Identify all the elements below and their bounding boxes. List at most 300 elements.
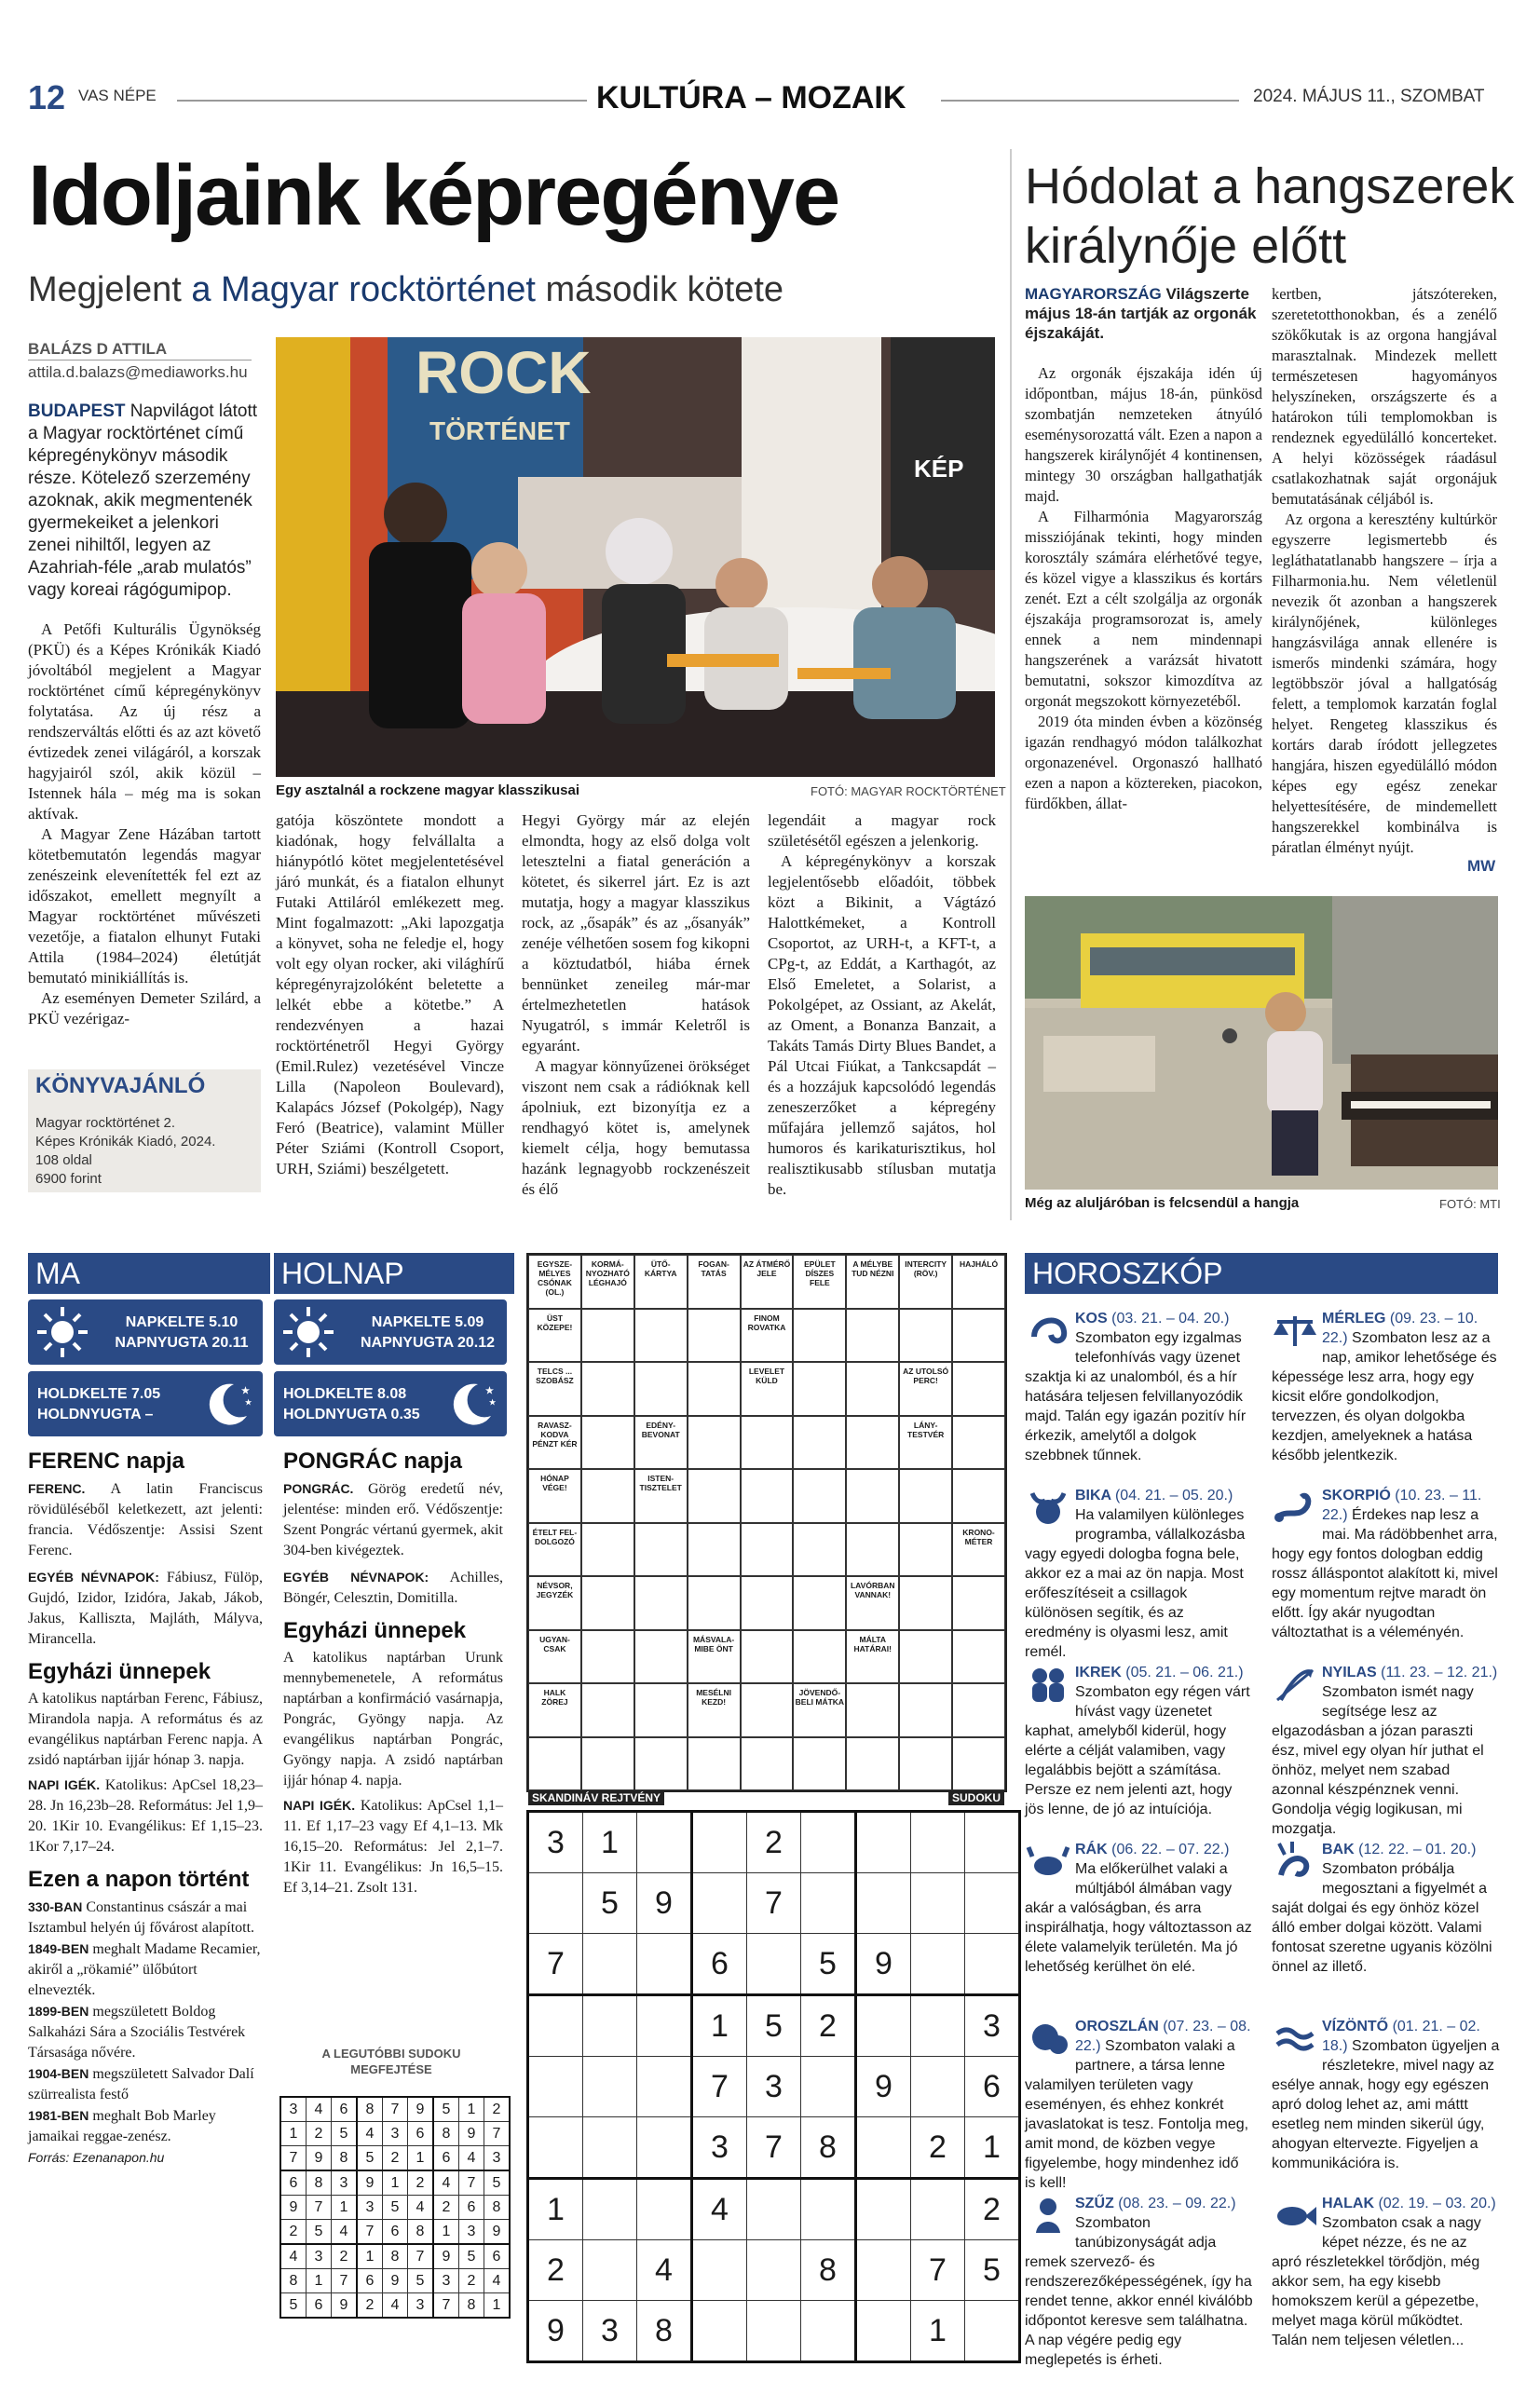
horoscope-text: Érdekes nap lesz a mai. Ma rádöbbenhet arra, hogy egy fontos dologban eddig rossz álláspontot alakított ki, mivel egy momentum rejtve maradt ön előtt. Így akár nyugodtan változtathat is a véleményén. [1272, 1507, 1498, 1640]
horoscope-dates: (12. 22. – 01. 20.) [1358, 1842, 1477, 1857]
sudoku-cell[interactable]: 3 [692, 2117, 747, 2179]
prev-sudoku-cell: 6 [332, 2097, 358, 2122]
crossword-clue: EGYSZE-MÉLYES CSÓNAK (OL.) [528, 1255, 581, 1309]
crossword-cell[interactable] [793, 1523, 846, 1577]
sudoku-cell[interactable] [583, 2179, 637, 2240]
horoscope-dates: (04. 21. – 05. 20.) [1114, 1488, 1233, 1503]
prev-sudoku-cell: 1 [307, 2269, 332, 2293]
sudoku-cell[interactable] [747, 2179, 801, 2240]
prev-sudoku-cell: 3 [408, 2293, 434, 2319]
prev-sudoku-cell: 3 [280, 2097, 307, 2122]
sudoku-cell[interactable] [583, 2117, 637, 2179]
prev-sudoku-cell: 5 [307, 2220, 332, 2245]
sudoku-cell[interactable]: 6 [965, 2057, 1020, 2117]
article-col-2: gatója köszöntete mondott a kiadónak, hogy felvállalta a hiánypótló kötet megjelentetésével járó munkát, és a fiatalon elhunyt Futaki Attiláról emlékezett meg. Mint fogalmazott: „Aki lapozgatja a könyvet, soha ne feledje el, hogy volt egy olyan rocker, aki világhírű képregényrajzolóként beletette a lelkét ebbe a kötetbe.” A rendezvényen a hazai rocktörténetről Hegyi György (Emil.Rulez) vezetésével Vincze Lilla (Napoleon Boulevard), Kalapács József (Pokolgép), Nagy Feró (Beatrice), valamint Müller Péter Sziámi (Kontroll Csoport, URH, Sziámi) beszélgetett. [276, 811, 504, 1177]
sudoku-cell[interactable] [583, 1995, 637, 2057]
sudoku-cell[interactable]: 3 [583, 2301, 637, 2362]
crossword-cell[interactable] [952, 1469, 1005, 1523]
sudoku-cell[interactable] [965, 1812, 1020, 1873]
horoscope-text: Szombaton ismét nagy segítsége lesz az elgazodásban a józan paraszti ész, mivel egy olyan hír juthat el önhöz, melyet nem szabad azonnal készpénznek venni. Gondolja végig logikusan, mi mozgatja. [1272, 1684, 1484, 1837]
article-col-3: Hegyi György már az elején elmondta, hogy az első dolga volt letesztelni a fiatal generáción a kötetet, és sikerrel járt. Ez is azt mutatja, hogy a magyar klasszikus rock, az „ősapák” és az „ősanyák” zenéje vélhetően sosem fog kikopni a köztudatból, hiába érnek bennünket zeneileg már-mar értelmezhetetlen hatások Nyugatról, s immár Keletről is egyaránt. A magyar könnyűzenei örökséget viszont nem csak a rádióknak kell ápolniuk, ezt bizonyítja ez a rendhagyó kötet is, amelynek kiemelt célja, hogy bemutassa hazánk legnagyobb rockzenészeit és élő [522, 811, 750, 1198]
prev-sudoku-cell: 1 [357, 2244, 383, 2269]
svg-text:★: ★ [241, 1386, 250, 1396]
crossword-clue: LEVELET KÜLD [741, 1362, 794, 1416]
tomorrow-sun-box [274, 1299, 507, 1365]
photo-caption: Egy asztalnál a rockzene magyar klasszikusai [276, 782, 580, 798]
crossword-cell[interactable] [634, 1309, 688, 1363]
crossword-cell[interactable] [688, 1469, 741, 1523]
sudoku-cell[interactable]: 7 [528, 1934, 583, 1995]
prev-sudoku-cell: 8 [433, 2122, 459, 2146]
sun-icon [35, 1305, 89, 1359]
prev-sudoku-cell: 7 [357, 2220, 383, 2245]
prev-sudoku-cell: 2 [280, 2220, 307, 2245]
horoscope-text: Szombaton próbálja megosztani a figyelmét a saját dolgai és egy önhöz közel álló ember dolgai között. Valami fontosat szeretne ugyanis közölni önnel az illető. [1272, 1861, 1492, 1975]
crossword-cell[interactable] [793, 1362, 846, 1416]
sudoku-cell[interactable] [856, 2240, 911, 2301]
sudoku-cell[interactable]: 2 [965, 2179, 1020, 2240]
sudoku-cell[interactable] [801, 1873, 856, 1934]
today-sun-box [28, 1299, 263, 1365]
crossword-cell[interactable] [952, 1630, 1005, 1684]
crossword-cell[interactable] [793, 1737, 846, 1791]
sudoku-cell[interactable] [692, 2240, 747, 2301]
sudoku-cell[interactable] [583, 2057, 637, 2117]
prev-sudoku-cell: 8 [484, 2196, 511, 2220]
sudoku-cell[interactable] [856, 1812, 911, 1873]
prev-sudoku-cell: 1 [383, 2170, 408, 2196]
tomorrow-church-title: Egyházi ünnepek [283, 1618, 467, 1643]
crossword-cell[interactable] [634, 1523, 688, 1577]
prev-sudoku-cell: 6 [357, 2269, 383, 2293]
horoscope-text: Szombaton egy izgalmas telefonhívás vagy üzenet szaktja ki az unalomból, és a hír hatására teljesen felvillanyozódik majd. Talán egy igazán pozitív hír érkezik, amelytől a dolgok szebbnek tűnnek. [1025, 1330, 1247, 1463]
sudoku-cell[interactable] [911, 1934, 965, 1995]
crossword-cell[interactable] [688, 1416, 741, 1470]
prev-sudoku-cell: 5 [280, 2293, 307, 2319]
sudoku-cell[interactable] [856, 2179, 911, 2240]
sudoku-cell[interactable]: 7 [747, 2117, 801, 2179]
prev-sudoku-cell: 2 [459, 2269, 484, 2293]
tomorrow-sunrise: NAPKELTE 5.09 [371, 1314, 484, 1330]
sudoku-cell[interactable] [637, 2057, 692, 2117]
sudoku-cell[interactable] [637, 2117, 692, 2179]
prev-sudoku-cell: 5 [459, 2244, 484, 2269]
page-number: 12 [28, 78, 66, 116]
crossword-clue: MESÉLNI KEZD! [688, 1683, 741, 1737]
sudoku-cell[interactable]: 9 [528, 2301, 583, 2362]
sudoku-cell[interactable] [747, 2240, 801, 2301]
crossword-cell[interactable] [952, 1362, 1005, 1416]
tomorrow-nameday-title: PONGRÁC napja [283, 1449, 463, 1474]
crossword-cell[interactable] [899, 1683, 952, 1737]
sudoku-cell[interactable]: 1 [528, 2179, 583, 2240]
crossword-cell[interactable] [846, 1416, 899, 1470]
horoscope-dates: (09. 23. – 10. 22.) [1322, 1311, 1478, 1346]
article2-title: Hódolat a hangszerek királynője előtt [1025, 158, 1515, 274]
horoscope-sign-name: SKORPIÓ [1322, 1488, 1396, 1503]
prev-sudoku-cell: 8 [459, 2293, 484, 2319]
sudoku-cell[interactable]: 7 [747, 1873, 801, 1934]
horoscope-sign-name: IKREK [1075, 1665, 1126, 1680]
horoscope-sign-name: OROSZLÁN [1075, 2019, 1164, 2034]
horoscope-text: Ma előkerülhet valaki a múltjából álmában vagy akár a valóságban, és arra inspirálhatja, hogy változtasson az élete valamelyik területén. Ma jó lehetőség kerülhet ön elé. [1025, 1861, 1252, 1975]
sudoku-cell[interactable]: 2 [911, 2117, 965, 2179]
sudoku-cell[interactable] [692, 1812, 747, 1873]
sudoku-cell[interactable] [583, 2240, 637, 2301]
crossword-cell[interactable] [899, 1737, 952, 1791]
horoscope-rák [1025, 1840, 1253, 1977]
crossword-cell[interactable] [846, 1309, 899, 1363]
prev-sudoku-cell: 7 [307, 2196, 332, 2220]
bull-icon [1025, 1486, 1071, 1531]
crossword-cell[interactable] [634, 1683, 688, 1737]
horoscope-sign-name: HALAK [1322, 2196, 1379, 2211]
horoscope-dates: (06. 22. – 07. 22.) [1111, 1842, 1230, 1857]
sudoku-cell[interactable]: 4 [692, 2179, 747, 2240]
moon-icon [444, 1379, 497, 1431]
prev-sudoku-cell: 2 [408, 2170, 434, 2196]
prev-sudoku-cell: 6 [484, 2244, 511, 2269]
crossword [526, 1253, 1007, 1792]
crossword-cell[interactable] [581, 1309, 634, 1363]
sudoku-cell[interactable]: 8 [801, 2117, 856, 2179]
sudoku-grid [526, 1810, 1021, 2363]
horoscope-text: Szombaton valaki a partnere, a társa lenne valamilyen területen vagy eseményen, és ehhez konkrét javaslatokat is tesz. Fontolja meg, amit mond, de közben vegye figyelembe, hogy mindenhez idő is kell! [1025, 2038, 1249, 2191]
crossword-cell[interactable] [793, 1630, 846, 1684]
photo-credit: FOTÓ: MAGYAR ROCKTÖRTÉNET [811, 784, 1006, 798]
tomorrow-sunset: NAPNYUGTA 20.12 [360, 1335, 496, 1351]
crossword-cell[interactable] [634, 1737, 688, 1791]
sudoku-cell[interactable] [911, 1873, 965, 1934]
sudoku-cell[interactable] [637, 2179, 692, 2240]
prev-sudoku-cell: 1 [280, 2122, 307, 2146]
sudoku-cell[interactable] [911, 1995, 965, 2057]
crossword-clue: JÖVENDŐ-BELI MÁTKA [793, 1683, 846, 1737]
article2-signature: MW [1467, 857, 1496, 875]
today-sunset: NAPNYUGTA 20.11 [115, 1335, 249, 1351]
sudoku-cell[interactable]: 2 [528, 2240, 583, 2301]
horoscope-kos [1025, 1309, 1253, 1465]
sudoku-cell[interactable] [692, 1873, 747, 1934]
sudoku-cell[interactable] [856, 1995, 911, 2057]
prev-sudoku-cell: 9 [383, 2269, 408, 2293]
moon-icon [200, 1379, 252, 1431]
virgin-icon [1025, 2194, 1071, 2238]
sudoku-cell[interactable]: 3 [747, 2057, 801, 2117]
sudoku-cell[interactable]: 4 [637, 2240, 692, 2301]
sudoku-cell[interactable]: 2 [801, 1995, 856, 2057]
prev-sudoku-cell: 5 [433, 2097, 459, 2122]
sudoku-cell[interactable] [965, 1934, 1020, 1995]
crossword-clue: TELCS ... SZOBÁSZ [528, 1362, 581, 1416]
sudoku-cell[interactable] [637, 1812, 692, 1873]
sudoku-cell[interactable]: 5 [583, 1873, 637, 1934]
crossword-clue: EPÜLET DÍSZES FELE [793, 1255, 846, 1309]
horoscope-text: Szombaton csak a nagy képet nézze, és ne az apró részletekkel törődjön, még akkor sem, ha egy kisebb homokszem kerül a gépezetbe, melyet maga körül működtet. Talán nem teljesen véletlen... [1272, 2215, 1481, 2348]
crossword-cell[interactable] [846, 1523, 899, 1577]
sudoku-cell[interactable]: 1 [911, 2301, 965, 2362]
crossword-cell[interactable] [952, 1683, 1005, 1737]
sudoku-cell[interactable]: 6 [692, 1934, 747, 1995]
article-subtitle: Megjelent a Magyar rocktörténet második kötete [28, 270, 784, 309]
crossword-cell[interactable] [952, 1309, 1005, 1363]
crossword-cell[interactable] [581, 1630, 634, 1684]
sudoku-cell[interactable] [528, 1873, 583, 1934]
sudoku-cell[interactable] [801, 2179, 856, 2240]
horoscope-sign-name: RÁK [1075, 1842, 1112, 1857]
crossword-label: SKANDINÁV REJTVÉNY [528, 1790, 664, 1805]
sudoku-cell[interactable] [911, 2057, 965, 2117]
sudoku-cell[interactable]: 5 [747, 1995, 801, 2057]
sudoku-cell[interactable]: 3 [965, 1995, 1020, 2057]
sudoku-cell[interactable] [911, 1812, 965, 1873]
article-col-4: legendáit a magyar rock születésétől egészen a jelenkorig. A képregénykönyv a korszak legjelentősebb előadóit, többek közt a Bikinit, a Vágtázó Halottkémeket, a Kontroll Csoportot, az URH-t, a KFT-t, a CPg-t, az Eddát, a Karthagót, az Első Emeletet, a Solarist, a Pokolgépet, az Ossiant, az Akelát, az Oment, a Bonanza Banzait, a Takáts Tamás Dirty Blues Bandet, a Pál Utcai Fiúkat, a Tankcsapdát – és a hozzájuk kapcsolódó legendás zeneszerzőket a képregény műfajára jellemző sajátos, hol humoros és karikaturisztikus, hol realisztikusabb stílusban mutatja be. [768, 811, 996, 1198]
rock-history-panel-photo [276, 337, 995, 777]
prev-sudoku-cell: 6 [280, 2170, 307, 2196]
sudoku-cell[interactable]: 9 [637, 1873, 692, 1934]
crossword-clue: A MÉLYBE TUD NÉZNI [846, 1255, 899, 1309]
prev-sudoku-cell: 7 [433, 2293, 459, 2319]
crossword-cell[interactable] [688, 1576, 741, 1630]
sudoku-cell[interactable] [801, 2057, 856, 2117]
issue-date: 2024. MÁJUS 11., SZOMBAT [1253, 87, 1485, 106]
crossword-cell[interactable] [899, 1309, 952, 1363]
author-email[interactable]: attila.d.balazs@mediaworks.hu [28, 363, 248, 381]
crossword-cell[interactable] [634, 1362, 688, 1416]
sudoku-cell[interactable]: 1 [692, 1995, 747, 2057]
water-bearer-icon [1272, 2017, 1318, 2061]
crossword-cell[interactable] [581, 1683, 634, 1737]
prev-sudoku-cell: 7 [383, 2097, 408, 2122]
crossword-cell[interactable] [634, 1576, 688, 1630]
sudoku-cell[interactable]: 3 [528, 1812, 583, 1873]
crossword-cell[interactable] [846, 1737, 899, 1791]
horoscope-text: Szombaton egy régen várt hívást vagy üzenetet kaphat, amelyből kiderül, hogy elérte a célját valamiben, vagy legalábbis bejött a számítása. Persze ez nem jelenti azt, hogy jös lenne, de jó az intuíciója. [1025, 1684, 1250, 1817]
prev-sudoku-cell: 1 [459, 2097, 484, 2122]
prev-sudoku-cell: 5 [484, 2170, 511, 2196]
sudoku-cell[interactable] [856, 2117, 911, 2179]
sudoku-cell[interactable]: 7 [692, 2057, 747, 2117]
prev-sudoku-cell: 3 [307, 2244, 332, 2269]
crossword-cell[interactable] [741, 1683, 794, 1737]
crossword-clue: KRONO-MÉTER [952, 1523, 1005, 1577]
crossword-clue: AZ ÁTMÉRŐ JELE [741, 1255, 794, 1309]
crossword-cell[interactable] [581, 1416, 634, 1470]
section-title: KULTÚRA – MOZAIK [596, 80, 906, 116]
twins-icon [1025, 1663, 1071, 1707]
prev-sudoku-cell: 9 [357, 2170, 383, 2196]
archer-icon [1272, 1663, 1318, 1707]
crossword-cell[interactable] [846, 1362, 899, 1416]
crossword-clue: NÉVSOR, JEGYZÉK [528, 1576, 581, 1630]
sudoku-cell[interactable] [583, 1934, 637, 1995]
crossword-cell[interactable] [846, 1469, 899, 1523]
sudoku-cell[interactable]: 9 [856, 2057, 911, 2117]
sudoku-cell[interactable]: 2 [747, 1812, 801, 1873]
prev-sudoku-cell: 1 [332, 2196, 358, 2220]
prev-sudoku-cell: 4 [383, 2293, 408, 2319]
sudoku-cell[interactable] [528, 2057, 583, 2117]
crossword-cell[interactable] [581, 1362, 634, 1416]
crossword-clue: RAVASZ-KODVA PÉNZT KÉR [528, 1416, 581, 1470]
horoscope-halak [1272, 2194, 1500, 2350]
sudoku-cell[interactable] [911, 2179, 965, 2240]
horoscope-dates: (01. 21. – 02. 18.) [1322, 2019, 1480, 2054]
crossword-cell[interactable] [793, 1576, 846, 1630]
prev-sudoku-cell: 1 [484, 2293, 511, 2319]
today-header: MA [28, 1253, 270, 1294]
horoscope-dates: (05. 21. – 06. 21.) [1125, 1665, 1244, 1680]
today-sunrise: NAPKELTE 5.10 [125, 1314, 238, 1330]
history-list: 330-BAN Constantinus császár a mai Isztambul helyén új fővárost alapított. 1849-BEN meghalt Madame Recamier, akiről a „rökamié” ülőbútort elnevezték. 1899-BEN megszületett Boldog Salkaházi Sára a Szociális Testvérek Társasága nővére. 1904-BEN megszületett Salvador Dalí szürrealista festő 1981-BEN meghalt Bob Marley jamaikai reggae-zenész. [28, 1899, 261, 2144]
horoscope-szűz [1025, 2194, 1253, 2370]
crossword-cell[interactable] [793, 1469, 846, 1523]
prev-sudoku-cell: 8 [383, 2244, 408, 2269]
sudoku-cell[interactable]: 5 [965, 2240, 1020, 2301]
sudoku-cell[interactable] [747, 2301, 801, 2362]
sudoku-cell[interactable] [692, 2301, 747, 2362]
sudoku-cell[interactable]: 9 [856, 1934, 911, 1995]
crossword-cell[interactable] [741, 1416, 794, 1470]
scales-icon [1272, 1309, 1318, 1354]
organ-underpass-photo [1025, 896, 1498, 1190]
horoscope-dates: (07. 23. – 08. 22.) [1075, 2019, 1251, 2054]
crab-icon [1025, 1840, 1071, 1884]
crossword-cell[interactable] [581, 1469, 634, 1523]
scorpion-icon [1272, 1486, 1318, 1531]
prev-sudoku-cell: 2 [332, 2244, 358, 2269]
prev-sudoku-cell: 4 [307, 2097, 332, 2122]
sudoku-cell[interactable]: 5 [801, 1934, 856, 1995]
sudoku-cell[interactable]: 8 [637, 2301, 692, 2362]
crossword-cell[interactable] [793, 1416, 846, 1470]
sudoku-cell[interactable] [747, 1934, 801, 1995]
crossword-cell[interactable] [581, 1523, 634, 1577]
horoscope-dates: (11. 23. – 12. 21.) [1381, 1665, 1498, 1680]
crossword-cell[interactable] [634, 1630, 688, 1684]
sudoku-cell[interactable] [856, 2301, 911, 2362]
crossword-cell[interactable] [899, 1469, 952, 1523]
horoscope-sign-name: BIKA [1075, 1488, 1115, 1503]
crossword-cell[interactable] [741, 1737, 794, 1791]
crossword-cell[interactable] [688, 1309, 741, 1363]
prev-sudoku-cell: 1 [408, 2146, 434, 2171]
prev-sudoku-cell: 9 [484, 2220, 511, 2245]
horoscope-skorpió [1272, 1486, 1500, 1642]
svg-text:★: ★ [489, 1398, 497, 1407]
crossword-cell[interactable] [899, 1576, 952, 1630]
crossword-cell[interactable] [581, 1737, 634, 1791]
sudoku-cell[interactable]: 8 [801, 2240, 856, 2301]
sudoku-cell[interactable] [801, 1812, 856, 1873]
prev-sudoku-cell: 9 [459, 2122, 484, 2146]
prev-sudoku-title: A LEGUTÓBBI SUDOKU MEGFEJTÉSE [321, 2047, 461, 2076]
prev-sudoku-cell: 7 [332, 2269, 358, 2293]
crossword-cell[interactable] [952, 1416, 1005, 1470]
tomorrow-moon-box [274, 1371, 507, 1436]
sudoku-cell[interactable] [856, 1873, 911, 1934]
svg-text:ROCK: ROCK [416, 339, 592, 406]
crossword-cell[interactable] [688, 1523, 741, 1577]
crossword-clue: INTERCITY (RÖV.) [899, 1255, 952, 1309]
crossword-cell[interactable] [688, 1737, 741, 1791]
crossword-cell[interactable] [793, 1309, 846, 1363]
book-recommendation [28, 1069, 261, 1192]
crossword-cell[interactable] [952, 1576, 1005, 1630]
prev-sudoku-cell: 7 [459, 2170, 484, 2196]
sudoku-cell[interactable] [965, 2301, 1020, 2362]
today-church-title: Egyházi ünnepek [28, 1659, 211, 1684]
sudoku-cell[interactable]: 1 [583, 1812, 637, 1873]
sudoku-cell[interactable] [528, 2117, 583, 2179]
goat-icon [1272, 1840, 1318, 1884]
crossword-cell[interactable] [899, 1523, 952, 1577]
crossword-cell[interactable] [846, 1683, 899, 1737]
crossword-cell[interactable] [741, 1469, 794, 1523]
prev-sudoku-cell: 3 [459, 2220, 484, 2245]
horoscope-sign-name: BAK [1322, 1842, 1359, 1857]
horoscope-bak [1272, 1840, 1500, 1977]
prev-sudoku-cell: 8 [332, 2146, 358, 2171]
prev-sudoku-cell: 4 [408, 2196, 434, 2220]
crossword-cell[interactable] [741, 1523, 794, 1577]
prev-sudoku-cell: 2 [484, 2097, 511, 2122]
ram-icon [1025, 1309, 1071, 1354]
photo2-credit: FOTÓ: MTI [1439, 1197, 1501, 1211]
crossword-cell[interactable] [952, 1737, 1005, 1791]
sudoku-cell[interactable] [528, 1995, 583, 2057]
sudoku-cell[interactable] [801, 2301, 856, 2362]
today-moonset: HOLDNYUGTA – [37, 1407, 154, 1422]
crossword-cell[interactable] [581, 1576, 634, 1630]
sudoku-cell[interactable] [637, 1995, 692, 2057]
crossword-cell[interactable] [899, 1630, 952, 1684]
crossword-cell[interactable] [688, 1362, 741, 1416]
sudoku-cell[interactable] [637, 1934, 692, 1995]
prev-sudoku-cell: 4 [280, 2244, 307, 2269]
prev-sudoku-cell: 6 [459, 2196, 484, 2220]
horoscope-text: Szombaton ügyeljen a részletekre, mivel nagy az esélye annak, hogy egy egészen apró dolog lehet az, ami máttt esetleg nem minden sikerül úgy, ahogyan eltervezte. Figyeljen a kommunikációra is. [1272, 2038, 1500, 2171]
horoscope-text: Szombaton lesz az a nap, amikor lehetősége és képessége lesz arra, hogy egy kicsit előre gondolkodjon, tervezzen, és olyan dolgokba kezdjen, amelyeknek a hatása később jelentkezik. [1272, 1330, 1497, 1463]
prev-sudoku-cell: 2 [357, 2293, 383, 2319]
sudoku-label: SUDOKU [948, 1790, 1004, 1805]
crossword-clue: ÉTELT FEL-DOLGOZÓ [528, 1523, 581, 1577]
sudoku-cell[interactable]: 7 [911, 2240, 965, 2301]
lion-icon [1025, 2017, 1071, 2061]
crossword-cell[interactable] [528, 1737, 581, 1791]
crossword-cell[interactable] [741, 1630, 794, 1684]
prev-sudoku-cell: 8 [408, 2220, 434, 2245]
sudoku-cell[interactable] [965, 1873, 1020, 1934]
today-moonrise: HOLDKELTE 7.05 [37, 1386, 161, 1402]
horoscope-text: Ha valamilyen különleges programba, vállalkozásba vagy egyedi dologba fogna bele, akkor ez a mai az ön napja. Most erőfeszítéseit a csillagok különösen segítik, és az eredmény is olyasmi lesz, amit remél. [1025, 1507, 1246, 1660]
svg-text:TÖRTÉNET: TÖRTÉNET [429, 416, 570, 445]
horoscope-dates: (03. 21. – 04. 20.) [1111, 1311, 1230, 1326]
crossword-clue: LAVÓRBAN VANNAK! [846, 1576, 899, 1630]
prev-sudoku-cell: 4 [332, 2220, 358, 2245]
photo2-caption: Még az aluljáróban is felcsendül a hangja [1025, 1195, 1300, 1211]
crossword-clue: LÁNY-TESTVÉR [899, 1416, 952, 1470]
sudoku-cell[interactable]: 1 [965, 2117, 1020, 2179]
article-lead: BUDAPEST Napvilágot látott a Magyar rocktörténet című képregénykönyv második része. Kötelező szerzemény azoknak, akik megmentenék gyermekeiket a jelenkori zenei nihiltől, legyen az Azahriah-féle „arab mulatós” vagy koreai rágógumipop. [28, 401, 258, 600]
crossword-clue: AZ UTOLSÓ PERC! [899, 1362, 952, 1416]
crossword-clue: MÁSVALA-MIBE ÖNT [688, 1630, 741, 1684]
crossword-cell[interactable] [741, 1576, 794, 1630]
book-box-title: KÖNYVAJÁNLÓ [35, 1073, 206, 1098]
article2-lead: MAGYARORSZÁG Világszerte május 18-án tartják az orgonák éjszakáját. [1025, 285, 1257, 342]
svg-text:★: ★ [485, 1386, 494, 1396]
prev-sudoku-cell: 9 [332, 2293, 358, 2319]
